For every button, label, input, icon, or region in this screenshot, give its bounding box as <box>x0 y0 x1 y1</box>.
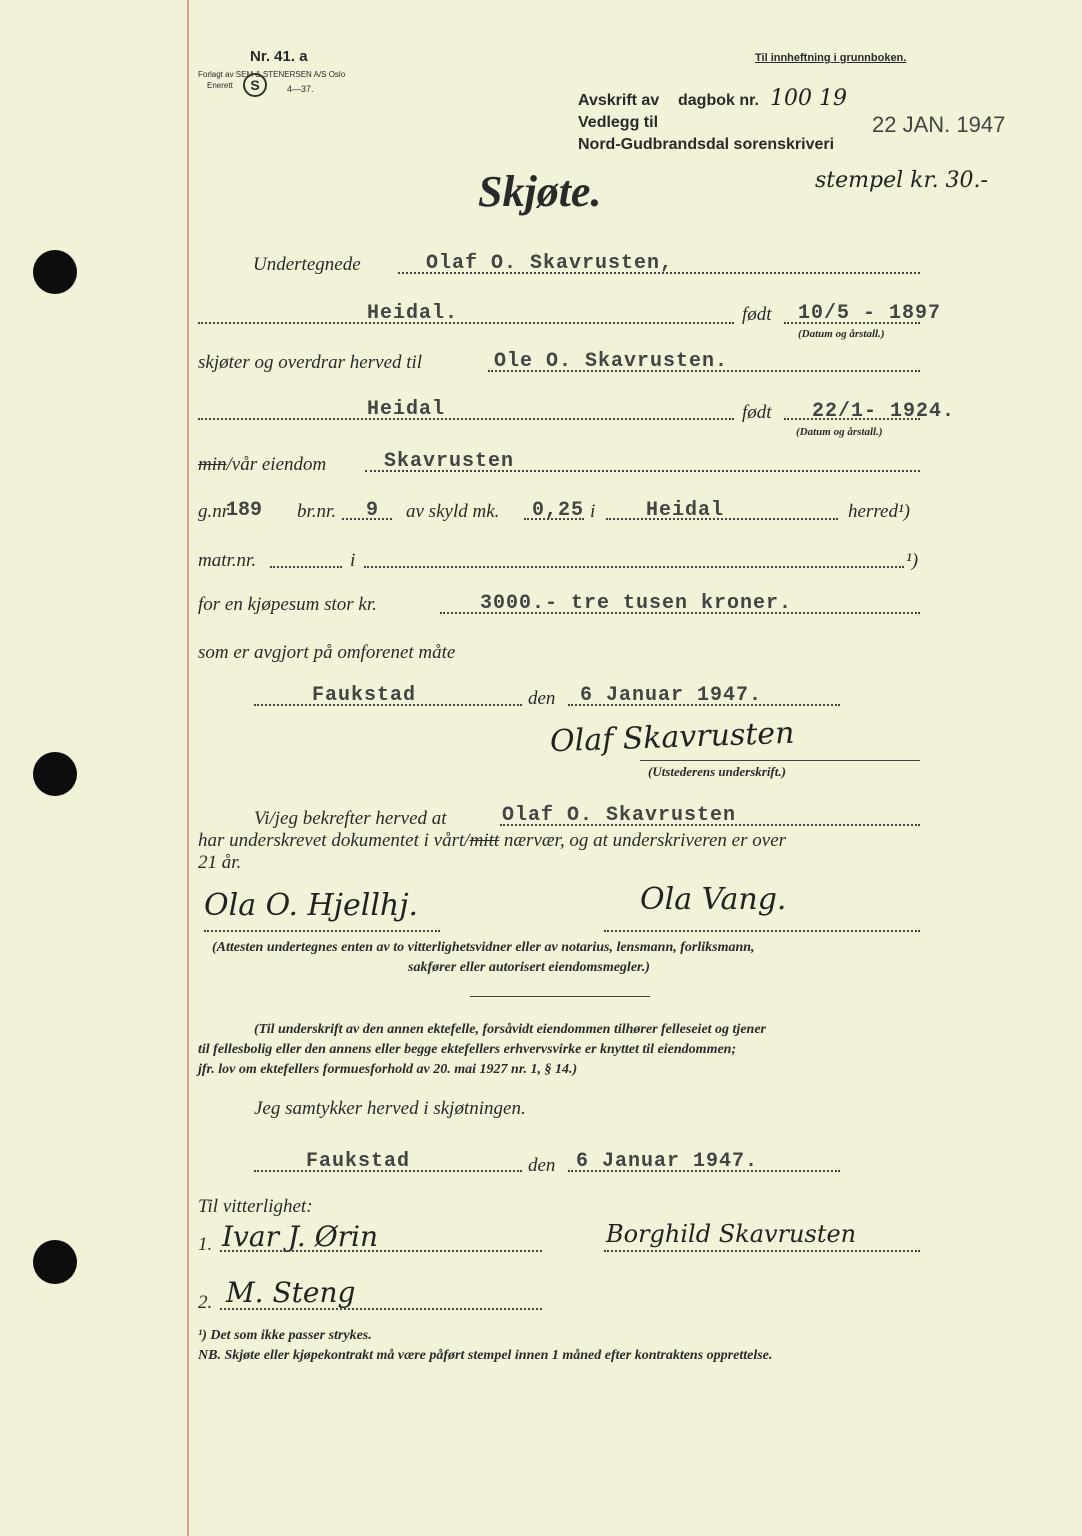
stamp-avskrift: Avskrift av <box>578 92 660 109</box>
hint-utsteder: (Utstederens underskrift.) <box>648 764 786 779</box>
spouse-note-line2: til fellesbolig eller den annens eller begge ektefellers erhvervsvirke er knyttet til eiendommen; <box>198 1042 737 1057</box>
stamp-number-handwritten: 100 19 <box>770 86 847 111</box>
label-kjopesum: for en kjøpesum stor kr. <box>198 594 377 615</box>
struck-mitt: mitt <box>469 830 500 851</box>
publisher-line: Forlagt av SEM & STENERSEN A/S Oslo <box>198 70 346 79</box>
skyld-value: 0,25 <box>532 499 585 522</box>
punch-hole <box>33 250 77 294</box>
text-underskrevet-a: har underskrevet dokumentet i vårt/ <box>198 830 470 851</box>
hint-datum-buyer: (Datum og årstall.) <box>796 426 883 438</box>
footnote-nb: NB. Skjøte eller kjøpekontrakt må være påført stempel innen 1 måned efter kontraktens opprettelse. <box>198 1348 773 1363</box>
line-matrnr <box>270 566 342 568</box>
form-number: Nr. 41. a <box>250 48 308 65</box>
seller-born: 10/5 - 1897 <box>798 302 942 325</box>
header-note: Til innheftning i grunnboken. <box>755 52 907 64</box>
hint-datum-seller: (Datum og årstall.) <box>798 328 885 340</box>
seller-name: Olaf O. Skavrusten, <box>426 252 674 275</box>
spouse-note-line1: (Til underskrift av den annen ektefelle, forsåvidt eiendommen tilhører felleseiet og tjener <box>254 1022 766 1037</box>
label-brnr: br.nr. <box>297 501 337 522</box>
buyer-born: 22/1- 1924. <box>812 400 956 423</box>
label-den: den <box>528 688 556 709</box>
label-fodt-buyer: født <box>742 402 772 423</box>
line-buyer-place <box>198 418 734 420</box>
gnr-value: 189 <box>226 499 263 522</box>
witness2-signature: Ola Vang. <box>640 882 787 917</box>
label-vitterlighet: Til vitterlighet: <box>198 1196 313 1217</box>
attest-witness1-signature: Ivar J. Ørin <box>222 1220 379 1253</box>
spouse-signature: Borghild Skavrusten <box>606 1220 857 1248</box>
punch-hole <box>33 1240 77 1284</box>
attest-note-line2: sakfører eller autorisert eiendomsmegler.) <box>408 960 650 975</box>
attest-witness2-signature: M. Steng <box>226 1276 356 1309</box>
label-eiendom <box>198 454 326 476</box>
line-attest-witness2 <box>220 1308 542 1310</box>
stamp-duty-note: stempel kr. 30.- <box>815 168 988 193</box>
spouse-note-line3: jfr. lov om ektefellers formuesforhold av 20. mai 1927 nr. 1, § 14.) <box>198 1062 578 1077</box>
document-title: Skjøte. <box>478 167 602 216</box>
label-gnr: g.nr <box>198 501 230 522</box>
label-underskrevet <box>198 830 786 852</box>
label-herred: herred¹) <box>848 501 910 522</box>
label-avgjort: som er avgjort på omforenet måte <box>198 642 456 663</box>
seller-place: Heidal. <box>367 302 459 325</box>
publisher-rights: Enerett <box>207 81 233 90</box>
label-bekrefter: Vi/jeg bekrefter herved at <box>254 808 447 829</box>
line-attest-witness1 <box>220 1250 542 1252</box>
sign-place: Faukstad <box>312 684 417 707</box>
line-witness1 <box>204 930 440 932</box>
herred-value: Heidal <box>646 499 725 522</box>
line-seller-signature <box>640 760 920 761</box>
label-matr-i: i <box>350 550 356 571</box>
struck-min: min <box>198 454 227 475</box>
label-witness-1: 1. <box>198 1234 213 1255</box>
margin-line <box>187 0 189 1536</box>
label-den-2: den <box>528 1155 556 1176</box>
label-undertegnede: Undertegnede <box>253 254 361 275</box>
stamp-dagbok: dagbok nr. <box>678 92 759 109</box>
label-i: i <box>590 501 596 522</box>
buyer-place: Heidal <box>367 398 446 421</box>
seller-signature: Olaf Skavrusten <box>549 715 796 760</box>
label-21-ar: 21 år. <box>198 852 242 873</box>
label-witness-2: 2. <box>198 1292 213 1313</box>
text-underskrevet-b: nærvær, og at underskriveren er over <box>499 830 787 851</box>
divider <box>470 996 650 997</box>
attest-note-line1: (Attesten undertegnes enten av to vitterlighetsvidner eller av notarius, lensmann, forliksmann, <box>212 940 755 955</box>
label-transfer: skjøter og overdrar herved til <box>198 352 423 373</box>
label-fodt-seller: født <box>742 304 772 325</box>
consent-date: 6 Januar 1947. <box>576 1150 759 1173</box>
consent-place: Faukstad <box>306 1150 411 1173</box>
kjopesum-value: 3000.- tre tusen kroner. <box>480 592 793 615</box>
buyer-name: Ole O. Skavrusten. <box>494 350 729 373</box>
stamp-date: 22 JAN. 1947 <box>872 112 1006 137</box>
publisher-logo: S <box>243 73 267 97</box>
line-witness2 <box>604 930 920 932</box>
witness1-signature: Ola O. Hjellhj. <box>204 888 419 923</box>
label-matr-footnote: ¹) <box>906 550 919 571</box>
footnote-1: ¹) Det som ikke passer strykes. <box>198 1328 372 1343</box>
line-seller-place <box>198 322 734 324</box>
bekrefter-name: Olaf O. Skavrusten <box>502 804 737 827</box>
property-name: Skavrusten <box>384 450 515 473</box>
line-matr-place <box>364 566 904 568</box>
form-date: 4—37. <box>287 84 314 94</box>
line-spouse-signature <box>604 1250 920 1252</box>
label-var-eiendom: /vår eiendom <box>226 454 327 475</box>
label-matrnr: matr.nr. <box>198 550 257 571</box>
stamp-vedlegg: Vedlegg til <box>578 114 659 131</box>
label-skyld: av skyld mk. <box>406 501 500 522</box>
stamp-office: Nord-Gudbrandsdal sorenskriveri <box>578 136 835 153</box>
sign-date: 6 Januar 1947. <box>580 684 763 707</box>
punch-hole <box>33 752 77 796</box>
brnr-value: 9 <box>366 499 380 522</box>
label-samtykker: Jeg samtykker herved i skjøtningen. <box>254 1098 526 1119</box>
